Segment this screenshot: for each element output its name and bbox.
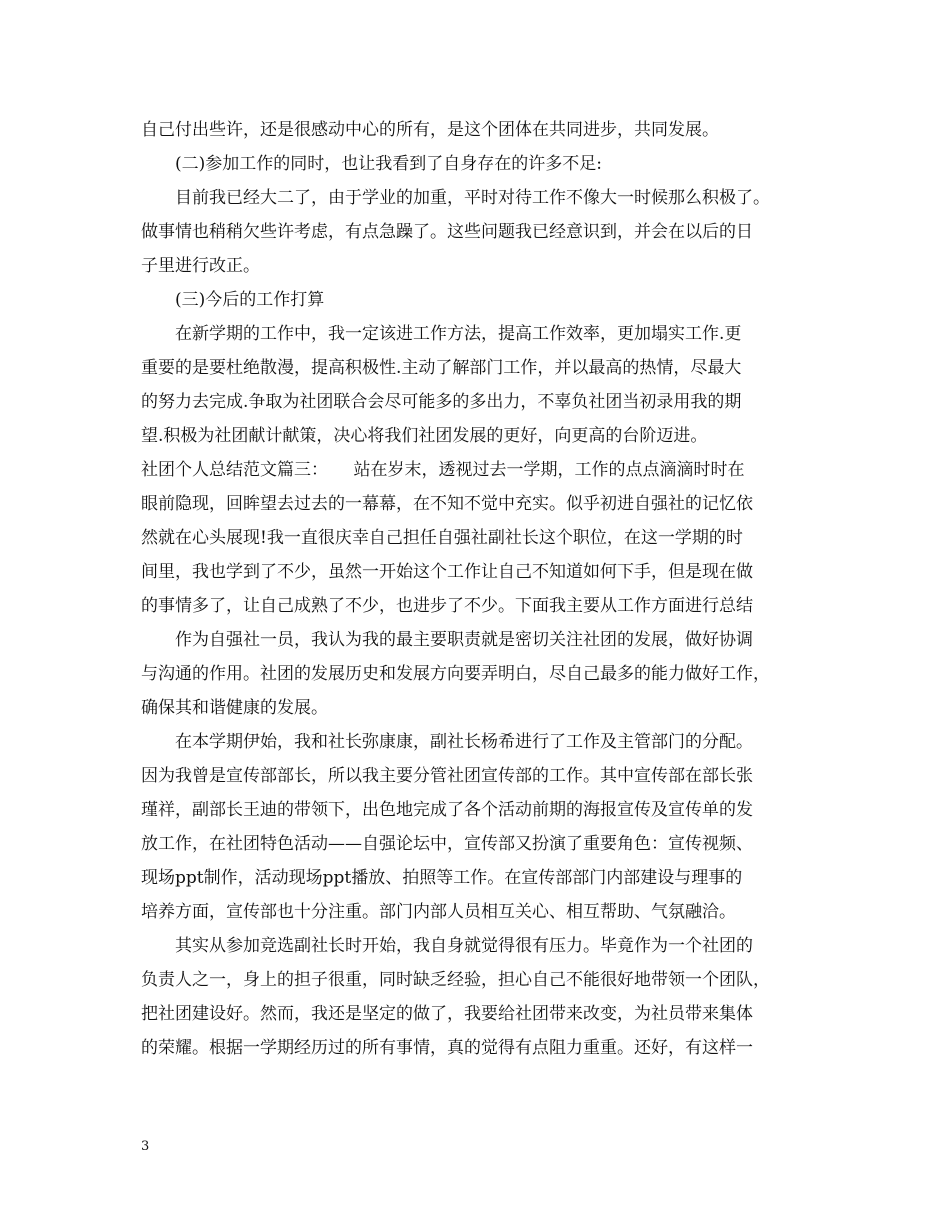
- text-line: 的荣耀。根据一学期经历过的所有事情，真的觉得有点阻力重重。还好，有这样一: [141, 1038, 753, 1058]
- text-line: 子里进行改正。: [141, 256, 260, 276]
- text-line: (二)参加工作的同时，也让我看到了自身存在的许多不足:: [141, 154, 602, 174]
- text-line: 自己付出些许，还是很感动中心的所有，是这个团体在共同进步，共同发展。: [141, 120, 719, 140]
- text-line: 其实从参加竞选副社长时开始，我自身就觉得很有压力。毕竟作为一个社团的: [141, 936, 753, 956]
- text-line: 培养方面，宣传部也十分注重。部门内部人员相互关心、相互帮助、气氛融洽。: [141, 902, 736, 922]
- text-line: 现场ppt制作，活动现场ppt播放、拍照等工作。在宣传部部门内部建设与理事的: [141, 868, 743, 888]
- text-line: 重要的是要杜绝散漫，提高积极性.主动了解部门工作，并以最高的热情，尽最大: [141, 358, 742, 378]
- text-line: 眼前隐现，回眸望去过去的一幕幕，在不知不觉中充实。似乎初进自强社的记忆依: [141, 494, 753, 514]
- text-line: 与沟通的作用。社团的发展历史和发展方向要弄明白，尽自己最多的能力做好工作，: [141, 664, 770, 684]
- text-line: 因为我曾是宣传部部长，所以我主要分管社团宣传部的工作。其中宣传部在部长张: [141, 766, 753, 786]
- text-line: 做事情也稍稍欠些许考虑，有点急躁了。这些问题我已经意识到，并会在以后的日: [141, 222, 753, 242]
- text-line: 在新学期的工作中，我一定该进工作方法，提高工作效率，更加塌实工作.更: [141, 324, 742, 344]
- text-line: 作为自强社一员，我认为我的最主要职责就是密切关注社团的发展，做好协调: [141, 630, 753, 650]
- text-line: 的努力去完成.争取为社团联合会尽可能多的多出力，不辜负社团当初录用我的期: [141, 392, 742, 412]
- text-line: 在本学期伊始，我和社长弥康康，副社长杨希进行了工作及主管部门的分配。: [141, 732, 753, 752]
- text-line: 的事情多了，让自己成熟了不少，也进步了不少。下面我主要从工作方面进行总结: [141, 596, 753, 616]
- text-line: 然就在心头展现!我一直很庆幸自己担任自强社副社长这个职位，在这一学期的时: [141, 528, 743, 548]
- page-number: 3: [141, 1139, 150, 1154]
- text-line: 间里，我也学到了不少，虽然一开始这个工作让自己不知道如何下手，但是现在做: [141, 562, 753, 582]
- text-line: 社团个人总结范文篇三： 站在岁末，透视过去一学期，工作的点点滴滴时时在: [141, 460, 745, 480]
- text-line: 放工作，在社团特色活动——自强论坛中，宣传部又扮演了重要角色：宣传视频、: [141, 834, 753, 854]
- text-line: 望.积极为社团献计献策，决心将我们社团发展的更好，向更高的台阶迈进。: [141, 426, 708, 446]
- text-line: 把社团建设好。然而，我还是坚定的做了，我要给社团带来改变，为社员带来集体: [141, 1004, 753, 1024]
- text-line: 负责人之一，身上的担子很重，同时缺乏经验，担心自己不能很好地带领一个团队，: [141, 970, 770, 990]
- section-heading: (三)今后的工作打算: [141, 290, 325, 310]
- text-line: 目前我已经大二了，由于学业的加重，平时对待工作不像大一时候那么积极了。: [141, 188, 770, 208]
- body-text: [141, 113, 821, 1065]
- text-line: 确保其和谐健康的发展。: [141, 698, 328, 718]
- text-line: 瑾祥，副部长王迪的带领下，出色地完成了各个活动前期的海报宣传及宣传单的发: [141, 800, 753, 820]
